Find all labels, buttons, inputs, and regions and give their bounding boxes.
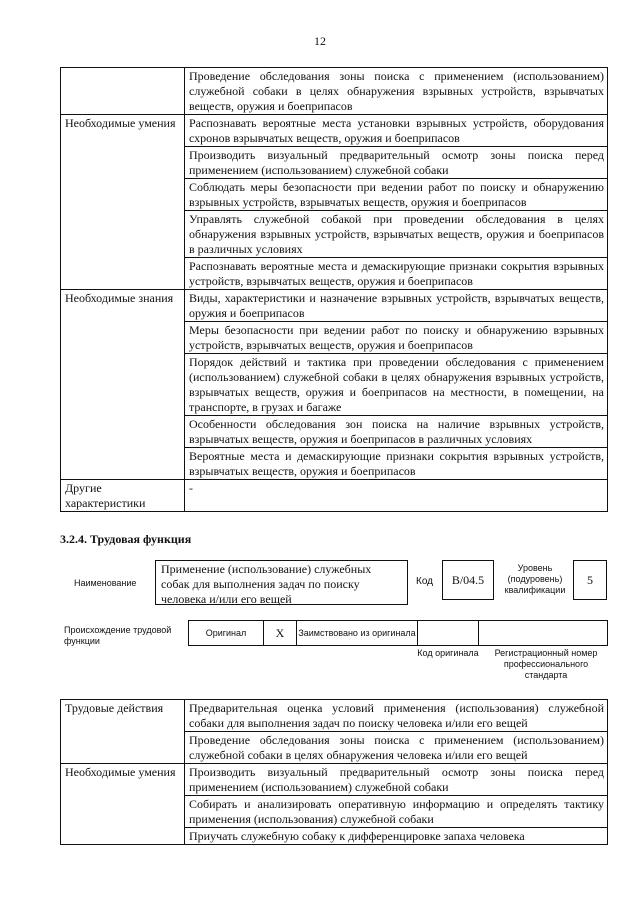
code-label: Код xyxy=(416,576,434,587)
row-text-cell: Порядок действий и тактика при проведении обследования с применением (использованием) служебной собаки в целях обнаружения взрывных устройств, взрывчатых веществ, оружия и боеприпасов на местности, в помещении, на транспорте, в грузах и багаже xyxy=(185,354,608,416)
reg-number-label: Регистрационный номер профессионального стандарта xyxy=(494,648,598,680)
original-mark-cell: X xyxy=(263,620,297,646)
row-text-cell: Виды, характеристики и назначение взрывных устройств, взрывчатых веществ, оружия и боеприпасов xyxy=(185,290,608,322)
table-row xyxy=(61,764,608,796)
table-row xyxy=(61,68,608,115)
row-text-cell: Управлять служебной собакой при проведении обследования в целях обнаружения взрывных устройств, взрывчатых веществ, оружия и боеприпасов в различных условиях xyxy=(185,211,608,258)
function-name-box: Применение (использование) служебных собак для выполнения задач по поиску человека и/или его вещей xyxy=(155,560,408,605)
row-text-cell: Распознавать вероятные места и демаскирующие признаки сокрытия взрывных устройств, взрывчатых веществ, оружия и боеприпасов xyxy=(185,258,608,290)
row-text-cell: Распознавать вероятные места установки взрывных устройств, оборудования схронов взрывчатых веществ, оружия и боеприпасов xyxy=(185,115,608,147)
origin-code-label: Код оригинала xyxy=(417,648,479,658)
level-value-box: 5 xyxy=(573,560,607,600)
name-label: Наименование xyxy=(74,578,137,588)
table-row xyxy=(61,290,608,322)
borrowed-label: Заимствовано из оригинала xyxy=(298,627,416,638)
origin-code-cell xyxy=(417,620,479,646)
table-row xyxy=(61,115,608,147)
code-value-box: В/04.5 xyxy=(442,560,494,600)
row-text-cell: - xyxy=(185,480,608,512)
table-row xyxy=(61,700,608,732)
row-label-cell-knowledge: Необходимые знания xyxy=(61,290,185,480)
original-cell xyxy=(188,620,264,646)
row-text-cell: Приучать служебную собаку к дифференцировке запаха человека xyxy=(185,828,608,845)
row-text-cell: Собирать и анализировать оперативную информацию и определять тактику применения (использования) служебной собаки xyxy=(185,796,608,828)
row-text-cell: Меры безопасности при ведении работ по поиску и обнаружению взрывных устройств, взрывчатых веществ, оружия и боеприпасов xyxy=(185,322,608,354)
page-number: 12 xyxy=(314,34,326,48)
row-text-cell: Вероятные места и демаскирующие признаки сокрытия взрывных устройств, взрывчатых веществ, оружия и боеприпасов xyxy=(185,448,608,480)
row-text-cell: Проведение обследования зоны поиска с применением (использованием) служебной собаки в целях обнаружения взрывных устройств, взрывчатых веществ, оружия и боеприпасов xyxy=(185,68,608,115)
competency-table-bottom xyxy=(60,699,608,845)
row-label-cell-skills: Необходимые умения xyxy=(61,764,185,845)
row-text-cell: Особенности обследования зон поиска на наличие взрывных устройств, взрывчатых веществ, оружия и боеприпасов в различных условиях xyxy=(185,416,608,448)
reg-number-cell xyxy=(478,620,608,646)
row-text-cell: Производить визуальный предварительный осмотр зоны поиска перед применением (использованием) служебной собаки xyxy=(185,147,608,179)
section-heading: 3.2.4. Трудовая функция xyxy=(60,532,192,546)
row-text-cell: Производить визуальный предварительный осмотр зоны поиска перед применением (использованием) служебной собаки xyxy=(185,764,608,796)
row-label-cell xyxy=(61,68,185,115)
row-label-cell-actions: Трудовые действия xyxy=(61,700,185,764)
row-label-cell-other: Другие характеристики xyxy=(61,480,185,512)
table-row xyxy=(61,480,608,512)
row-text-cell: Проведение обследования зоны поиска с применением (использованием) служебной собаки в целях обнаружения человека и/или его вещей xyxy=(185,732,608,764)
row-label-cell-skills: Необходимые умения xyxy=(61,115,185,290)
original-label: Оригинал xyxy=(205,627,247,638)
row-text-cell: Предварительная оценка условий применения (использования) служебной собаки для выполнения задач по поиску человека и/или его вещей xyxy=(185,700,608,732)
borrowed-cell xyxy=(296,620,418,646)
origin-label: Происхождение трудовой функции xyxy=(64,625,172,646)
row-text-cell: Соблюдать меры безопасности при ведении работ по поиску и обнаружению взрывных устройств, взрывчатых веществ, оружия и боеприпасов xyxy=(185,179,608,211)
level-label: Уровень (подуровень) квалификации xyxy=(504,563,566,595)
competency-table-top xyxy=(60,67,608,512)
